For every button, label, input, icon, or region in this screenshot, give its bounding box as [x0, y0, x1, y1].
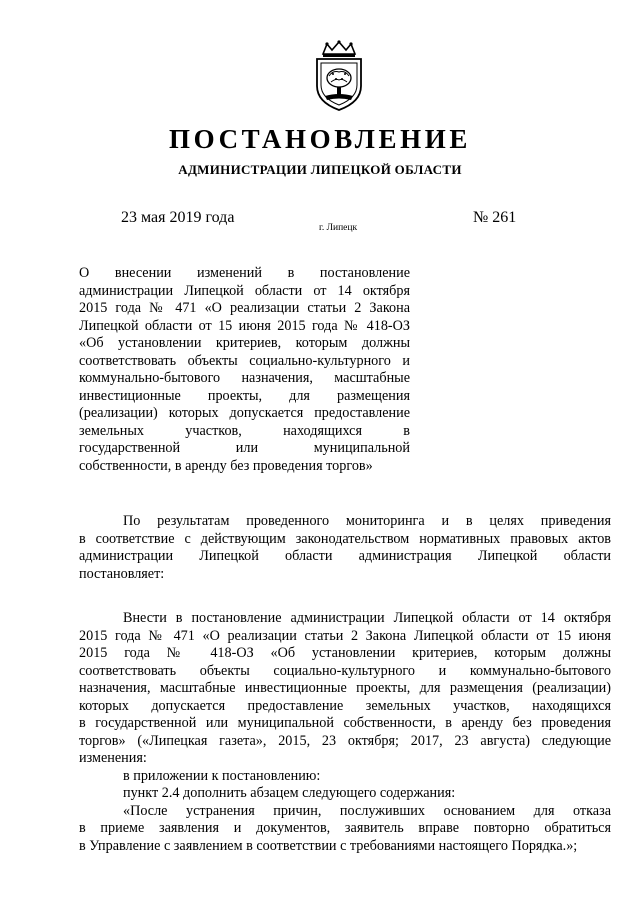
paragraph-line: соответствовать объекты социально-культурного и коммунально-бытового — [79, 662, 611, 679]
document-number: № 261 — [473, 209, 517, 226]
paragraph-line: постановляет: — [79, 565, 165, 582]
subject-line: государственной или муниципальной — [79, 440, 410, 456]
paragraph-line: в государственной или муниципальной собственности, в аренду без проведения — [79, 715, 611, 731]
paragraph-line: в приложении к постановлению: — [123, 767, 321, 784]
paragraph-line: 2015 года № 418-ОЗ «Об установлении критериев, которым должны — [79, 645, 611, 661]
paragraph-line: в приеме заявления и документов, заявитель вправе повторно обратиться — [79, 820, 611, 836]
paragraph-line: в соответствие с действующим законодательством нормативных правовых актов — [79, 530, 611, 547]
subject-line: коммунально-бытового назначения, масштабные — [79, 370, 410, 386]
document-city: г. Липецк — [319, 223, 358, 233]
paragraph-line: которых допускается предоставление земельных участков, находящихся — [79, 697, 611, 714]
document-subject — [79, 265, 410, 475]
subject-line: соответствовать объекты социально-культурного и — [79, 352, 410, 369]
subject-line: инвестиционные проекты, для размещения — [79, 387, 410, 404]
paragraph-line: пункт 2.4 дополнить абзацем следующего содержания: — [123, 785, 456, 801]
preamble-paragraph — [79, 513, 611, 583]
paragraph-line: назначения, масштабные инвестиционные проекты, для размещения (реализации) — [79, 680, 611, 696]
paragraph-line: администрации Липецкой области администрация Липецкой области — [79, 548, 611, 564]
paragraph-line: 2015 года № 471 «О реализации статьи 2 Закона Липецкой области от 15 июня — [79, 627, 611, 644]
subject-line: О внесении изменений в постановление — [79, 265, 410, 281]
paragraph-line: «После устранения причин, послуживших основанием для отказа — [123, 802, 611, 819]
paragraph-line: изменения: — [79, 750, 147, 766]
subject-line: 2015 года № 471 «О реализации статьи 2 Закона — [79, 300, 410, 316]
subject-line: Липецкой области от 15 июня 2015 года № 418-ОЗ — [79, 317, 410, 334]
paragraph-line: торгов» («Липецкая газета», 2015, 23 октября; 2017, 23 августа) следующие — [79, 732, 611, 749]
issuing-authority: АДМИНИСТРАЦИИ ЛИПЕЦКОЙ ОБЛАСТИ — [178, 162, 462, 177]
coat-of-arms-icon — [311, 40, 367, 112]
resolution-paragraph — [79, 610, 611, 855]
subject-line: «Об установлении критериев, которым должны — [79, 335, 410, 351]
subject-line: администрации Липецкой области от 14 октября — [79, 282, 410, 299]
subject-line: (реализации) которых допускается предоставление — [79, 405, 410, 421]
paragraph-line: в Управление с заявлением в соответствии с требованиями настоящего Порядка.»; — [79, 837, 578, 854]
paragraph-line: Внести в постановление администрации Липецкой области от 14 октября — [123, 610, 611, 626]
document-title: ПОСТАНОВЛЕНИЕ — [169, 124, 471, 154]
document-date: 23 мая 2019 года — [121, 209, 235, 226]
paragraph-line: По результатам проведенного мониторинга и в целях приведения — [123, 513, 611, 529]
subject-line: земельных участков, находящихся в — [79, 422, 410, 439]
subject-line: собственности, в аренду без проведения торгов» — [79, 457, 373, 474]
